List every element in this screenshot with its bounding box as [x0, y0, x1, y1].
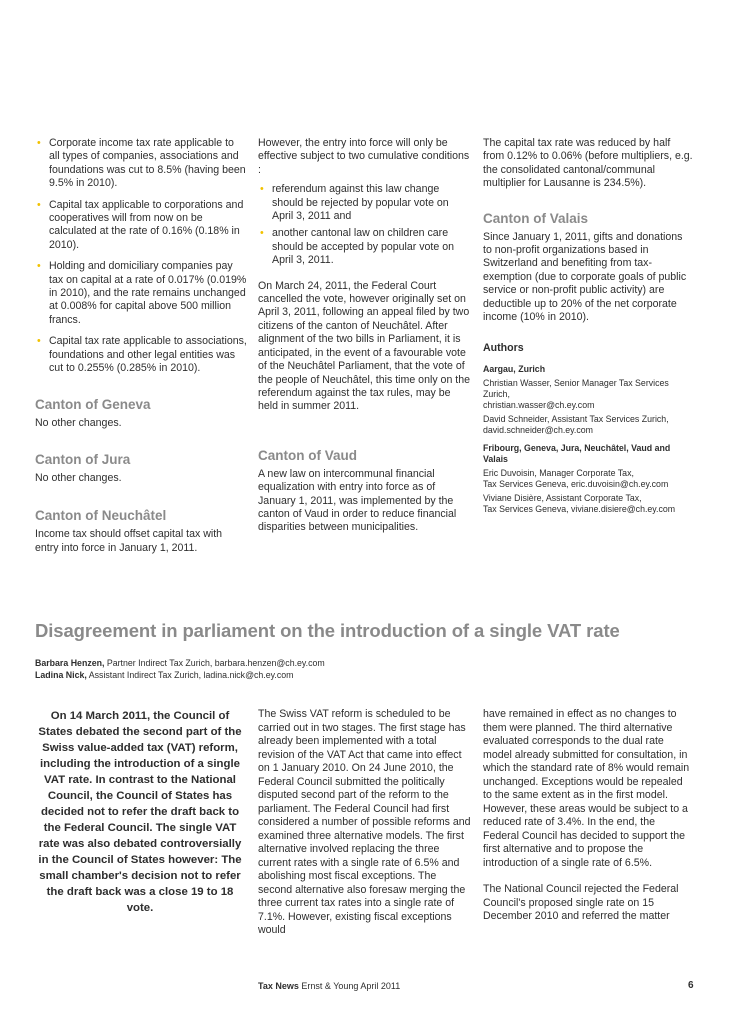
- article-body-paragraph: The National Council rejected the Federal Council's proposed single rate on 15 December 2010 and referred the matter: [483, 883, 679, 922]
- bullet-item: • Corporate income tax rate applicable to all types of companies, associations and foundations was cut to 8.5% (having been 9.5% in 2010).: [35, 137, 247, 191]
- jura-text: No other changes.: [35, 471, 122, 484]
- bullet-item: • another cantonal law on children care should be accepted by popular vote on April 3, 2011.: [258, 227, 472, 267]
- byline-author-name: Barbara Henzen,: [35, 658, 105, 668]
- heading-neuchatel: Canton of Neuchâtel: [35, 508, 167, 524]
- article-byline: [35, 657, 535, 681]
- author-email: christian.wasser@ch.ey.com: [483, 399, 595, 410]
- footer-publication: Ernst & Young April 2011: [298, 981, 401, 991]
- authors-group-2: Fribourg, Geneva, Jura, Neuchâtel, Vaud and Valais: [483, 442, 671, 464]
- geneva-text: No other changes.: [35, 416, 122, 429]
- author-name: Christian Wasser, Senior Manager Tax Services Zurich,: [483, 377, 669, 399]
- heading-geneva: Canton of Geneva: [35, 396, 151, 412]
- heading-jura: Canton of Jura: [35, 451, 131, 467]
- article-body-column-2: The Swiss VAT reform is scheduled to be carried out in two stages. The first stage has already been implemented with a total revision of the VAT Act that came into effect on 1 January 2010. On 24 June 2010, the Federal Council submitted the politically disputed second part of the reform to the parliament. The Federal Council had first considered a number of possible reforms and examined three alternative models. The first alternative involved replacing the three current rates with a single rate of 6.5% and abolishing most fiscal exceptions. The second alternative also foresaw merging the three current tax rates into a single rate of 7.1%. However, existing fiscal exceptions would: [258, 708, 471, 936]
- byline-author-detail: Assistant Indirect Tax Zurich, ladina.nick@ch.ey.com: [86, 670, 294, 680]
- article-title: Disagreement in parliament on the introduction of a single VAT rate: [35, 620, 620, 641]
- neuchatel-text: Income tax should offset capital tax with entry into force in January 1, 2011.: [35, 528, 223, 554]
- vaud-capital-tax-text: The capital tax rate was reduced by half from 0.12% to 0.06% (before multipliers, e.g. the consolidated cantonal/communal multiplier for Lausanne is 234.5%).: [483, 137, 693, 190]
- bullet-item: • referendum against this law change should be rejected by popular vote on April 3, 2011 and: [258, 183, 472, 223]
- authors-heading: Authors: [483, 342, 524, 355]
- vaud-text: A new law on intercommunal financial equalization with entry into force as of January 1, 2011, was implemented by the canton of Vaud in order to reduce financial disparities between municipalities.: [258, 467, 457, 534]
- article-body-paragraph: have remained in effect as no changes to them were planned. The third alternative evaluated corresponds to the dual rate model already submitted for consultation, in which the standard rate of 8% would remain unchanged. Exceptions would be repealed to the same extent as in the first model. However, these areas would be subject to a reduced rate of 3.4%. In the end, the Federal Council has decided to support the first alternative and to propose the introduction of a single rate of 6.5%.: [483, 708, 690, 869]
- footer-brand: Tax News: [258, 981, 299, 991]
- column-1: [35, 137, 247, 555]
- article-lead: On 14 March 2011, the Council of States debated the second part of the Swiss value-added tax (VAT) reform, including the introduction of a single VAT rate. In contrast to the National Council, the Council of States has decided not to refer the draft back to the Federal Council. The single VAT rate was also debated controversially in the Council of States however: The small chamber's decision not to refer the draft back was a close 19 to 18 vote.: [38, 710, 242, 914]
- authors-list: [483, 364, 693, 515]
- article-body-column-3: [483, 708, 693, 924]
- author-email: Tax Services Geneva, eric.duvoisin@ch.ey.com: [483, 478, 669, 489]
- author-name: David Schneider, Assistant Tax Services Zurich,: [483, 413, 669, 424]
- heading-vaud: Canton of Vaud: [258, 447, 357, 463]
- author-name: Viviane Disière, Assistant Corporate Tax,: [483, 492, 642, 503]
- column-2: [258, 137, 472, 535]
- page-number: 6: [688, 980, 694, 991]
- author-email: Tax Services Geneva, viviane.disiere@ch.ey.com: [483, 503, 676, 514]
- neuchatel-conditions-intro: However, the entry into force will only be effective subject to two cumulative conditions :: [258, 137, 470, 176]
- authors-group-1: Aargau, Zurich: [483, 363, 546, 374]
- bullet-item: • Holding and domiciliary companies pay tax on capital at a rate of 0.017% (0.019% in 2010), and the rate remains unchanged at 0.008% for capital above 500 million francs.: [35, 260, 247, 327]
- column-3: [483, 137, 693, 515]
- byline-author-detail: Partner Indirect Tax Zurich, barbara.henzen@ch.ey.com: [104, 658, 325, 668]
- author-email: david.schneider@ch.ey.com: [483, 424, 593, 435]
- author-name: Eric Duvoisin, Manager Corporate Tax,: [483, 467, 634, 478]
- heading-valais: Canton of Valais: [483, 210, 589, 226]
- bullet-item: • Capital tax applicable to corporations and cooperatives will from now on be calculated at the rate of 0.16% (0.18% in 2010).: [35, 199, 247, 253]
- neuchatel-court-paragraph: On March 24, 2011, the Federal Court cancelled the vote, however originally set on April 3, 2011, following an appeal filed by two citizens of the canton of Neuchâtel. After alignment of the two bills in Parliament, it is anticipated, in the event of a favourable vote of the Neuchâtel Parliament, that the vote of the people of Neuchâtel, this time only on the referendum against the tax rules, may be held in summer 2011.: [258, 279, 471, 413]
- bullet-item: • Capital tax rate applicable to associations, foundations and other legal entities was cut to 0.255% (0.285% in 2010).: [35, 335, 247, 375]
- page-footer: [258, 981, 400, 991]
- byline-author-name: Ladina Nick,: [35, 670, 87, 680]
- valais-text: Since January 1, 2011, gifts and donations to non-profit organizations based in Switzerland and benefiting from tax-exemption (due to corporate goals of public service or non-profit public activity) are deductible up to 20% of the net corporate income (10% in 2010).: [483, 230, 687, 324]
